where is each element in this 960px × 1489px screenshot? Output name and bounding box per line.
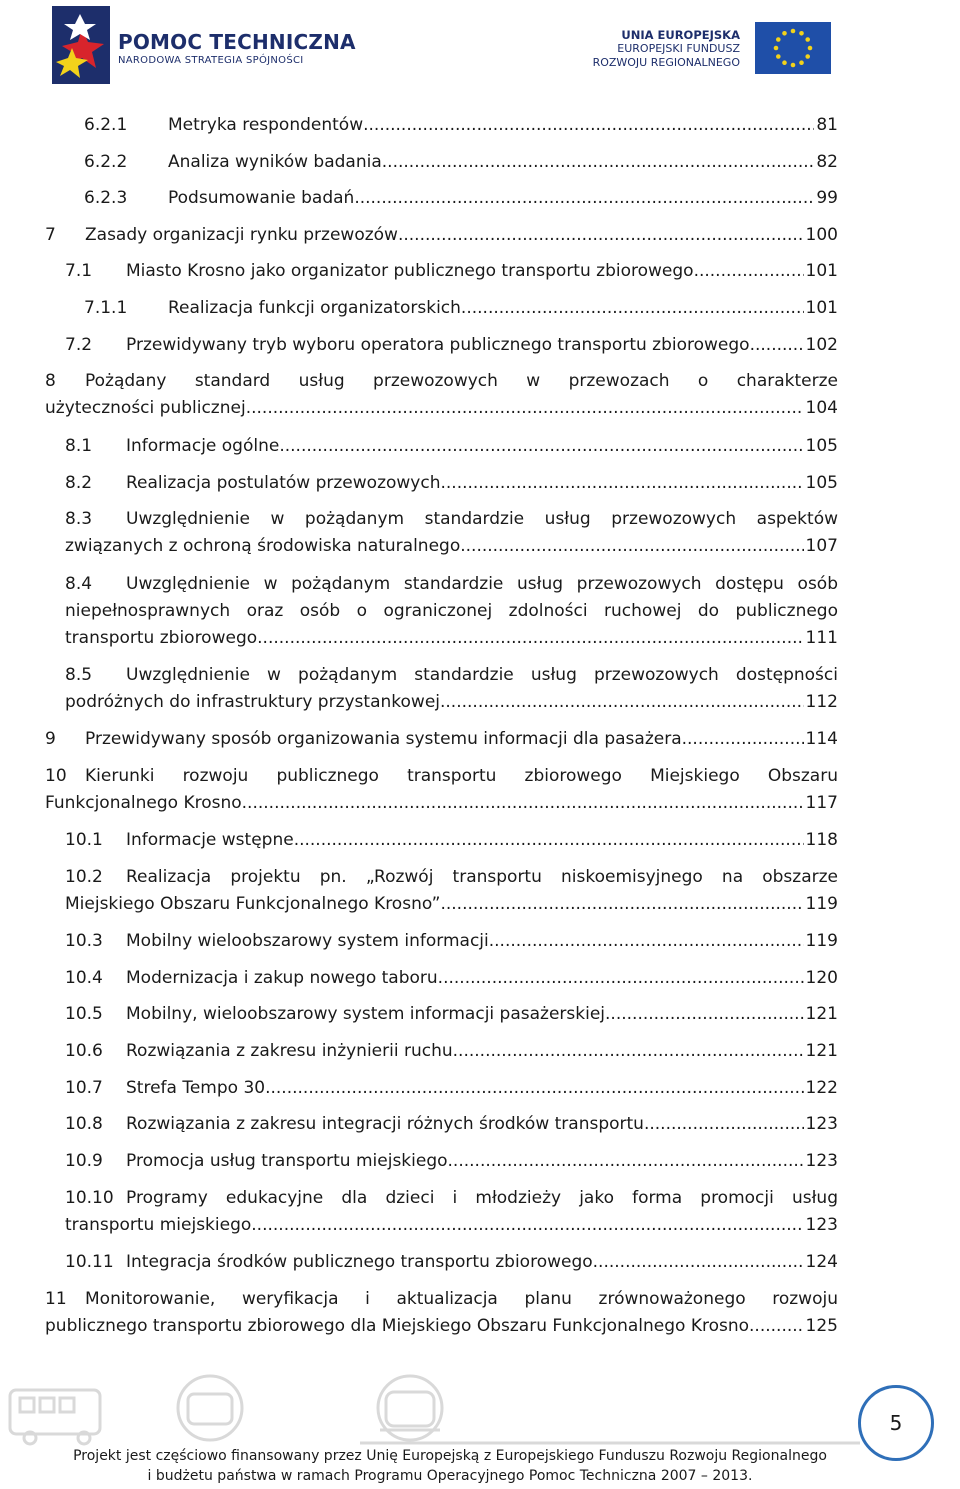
toc-page-number: 105 bbox=[805, 473, 838, 493]
eu-star-icon bbox=[774, 46, 779, 51]
toc-number: 10.4 bbox=[65, 968, 103, 988]
toc-entry[interactable] bbox=[65, 965, 838, 992]
toc-leader-dots bbox=[265, 1075, 803, 1102]
toc-leader-dots bbox=[246, 395, 804, 422]
toc-leader-dots bbox=[294, 827, 804, 854]
toc-page-number: 119 bbox=[805, 931, 838, 951]
toc-title: Rozwiązania z zakresu integracji różnych środków transportu bbox=[126, 1114, 644, 1134]
toc-page-number: 117 bbox=[805, 793, 838, 813]
toc-page-number: 107 bbox=[805, 536, 838, 556]
toc-title: transportu zbiorowego bbox=[65, 628, 258, 648]
toc-entry[interactable] bbox=[65, 662, 838, 716]
toc-leader-dots bbox=[440, 470, 803, 497]
toc-entry[interactable] bbox=[65, 258, 838, 285]
toc-number: 10.9 bbox=[65, 1151, 103, 1171]
toc-page-number: 100 bbox=[805, 225, 838, 245]
footer-line-1: Projekt jest częściowo finansowany przez Unię Europejską z Europejskiego Funduszu Rozwoju Regionalnego bbox=[73, 1448, 827, 1464]
toc-number: 10.3 bbox=[65, 931, 103, 951]
toc-title: transportu miejskiego bbox=[65, 1215, 252, 1235]
toc-number: 7.2 bbox=[65, 335, 93, 355]
toc-title: Promocja usług transportu miejskiego bbox=[126, 1151, 448, 1171]
toc-title: Mobilny wieloobszarowy system informacji bbox=[126, 931, 489, 951]
toc-number: 6.2.1 bbox=[84, 115, 128, 135]
toc-title: Miasto Krosno jako organizator publicznego transportu zbiorowego bbox=[126, 261, 694, 281]
toc-title: Informacje ogólne bbox=[126, 436, 280, 456]
toc-title: Funkcjonalnego Krosno bbox=[45, 793, 242, 813]
pomoc-techniczna-logo-icon bbox=[52, 6, 110, 84]
toc-title: Modernizacja i zakup nowego taboru bbox=[126, 968, 438, 988]
toc-number: 6.2.3 bbox=[84, 188, 128, 208]
toc-leader-dots bbox=[460, 533, 803, 560]
toc-entry[interactable] bbox=[65, 827, 838, 854]
toc-title: publicznego transportu zbiorowego dla Miejskiego Obszaru Funkcjonalnego Krosno bbox=[45, 1316, 750, 1336]
toc-number: 10.2 bbox=[65, 867, 103, 887]
toc-title: Pożądany standard usług przewozowych w przewozach o charakterze bbox=[85, 371, 838, 391]
toc-number: 8.2 bbox=[65, 473, 93, 493]
toc-number: 7.1.1 bbox=[84, 298, 128, 318]
toc-entry[interactable] bbox=[84, 149, 838, 176]
toc-leader-dots bbox=[251, 1212, 803, 1239]
toc-page-number: 105 bbox=[805, 436, 838, 456]
toc-number: 8.3 bbox=[65, 509, 93, 529]
eu-star-icon bbox=[805, 37, 810, 42]
toc-number: 10.10 bbox=[65, 1188, 114, 1208]
toc-entry[interactable] bbox=[65, 1001, 838, 1028]
toc-title: użyteczności publicznej bbox=[45, 398, 246, 418]
toc-page-number: 121 bbox=[805, 1004, 838, 1024]
toc-entry[interactable] bbox=[65, 864, 838, 918]
toc-title: Zasady organizacji rynku przewozów bbox=[85, 225, 398, 245]
toc-number: 7.1 bbox=[65, 261, 93, 281]
toc-page-number: 125 bbox=[805, 1316, 838, 1336]
toc-title: Realizacja postulatów przewozowych bbox=[126, 473, 441, 493]
toc-entry[interactable] bbox=[45, 222, 838, 249]
toc-leader-dots bbox=[750, 332, 804, 359]
toc-entry[interactable] bbox=[65, 928, 838, 955]
toc-page-number: 120 bbox=[805, 968, 838, 988]
toc-page-number: 104 bbox=[805, 398, 838, 418]
toc-page-number: 101 bbox=[805, 298, 838, 318]
toc-number: 8.4 bbox=[65, 574, 93, 594]
toc-title: Programy edukacyjne dla dzieci i młodzieży jako forma promocji usług bbox=[126, 1188, 838, 1208]
eu-star-icon bbox=[805, 54, 810, 59]
eu-flag-icon bbox=[755, 22, 831, 74]
toc-page-number: 114 bbox=[805, 729, 838, 749]
toc-leader-dots bbox=[242, 790, 804, 817]
toc-title: Przewidywany sposób organizowania systemu informacji dla pasażera bbox=[85, 729, 682, 749]
toc-number: 10.8 bbox=[65, 1114, 103, 1134]
transport-vehicles-graphic-icon bbox=[0, 1368, 870, 1448]
toc-page-number: 124 bbox=[805, 1252, 838, 1272]
toc-entry[interactable] bbox=[65, 1148, 838, 1175]
toc-title: niepełnosprawnych oraz osób o ograniczonej zdolności ruchowej do publicznego bbox=[65, 601, 838, 621]
toc-number: 8.1 bbox=[65, 436, 93, 456]
toc-title: związanych z ochroną środowiska naturalnego bbox=[65, 536, 461, 556]
toc-title: podróżnych do infrastruktury przystankowej bbox=[65, 692, 440, 712]
toc-leader-dots bbox=[605, 1001, 804, 1028]
toc-entry[interactable] bbox=[45, 726, 838, 753]
eu-star-icon bbox=[808, 46, 813, 51]
toc-leader-dots bbox=[682, 726, 804, 753]
toc-title: Informacje wstępne bbox=[126, 830, 294, 850]
toc-page-number: 102 bbox=[805, 335, 838, 355]
toc-leader-dots bbox=[448, 1148, 804, 1175]
toc-page-number: 99 bbox=[816, 188, 838, 208]
toc-entry[interactable] bbox=[45, 1286, 838, 1340]
toc-number: 8.5 bbox=[65, 665, 93, 685]
toc-title: Kierunki rozwoju publicznego transportu zbiorowego Miejskiego Obszaru bbox=[85, 766, 838, 786]
eu-star-icon bbox=[799, 31, 804, 36]
toc-title: Uwzględnienie w pożądanym standardzie usług przewozowych dostępności bbox=[126, 665, 838, 685]
toc-entry[interactable] bbox=[84, 112, 838, 139]
toc-number: 10 bbox=[45, 766, 67, 786]
toc-title: Realizacja projektu pn. „Rozwój transportu niskoemisyjnego na obszarze bbox=[126, 867, 838, 887]
page-number: 5 bbox=[889, 1411, 903, 1435]
toc-title: Uwzględnienie w pożądanym standardzie usług przewozowych aspektów bbox=[126, 509, 838, 529]
toc-page-number: 119 bbox=[805, 894, 838, 914]
eu-line-1: UNIA EUROPEJSKA bbox=[621, 28, 740, 42]
toc-title: Integracja środków publicznego transportu zbiorowego bbox=[126, 1252, 593, 1272]
toc-leader-dots bbox=[382, 149, 815, 176]
toc-leader-dots bbox=[279, 433, 803, 460]
toc-leader-dots bbox=[398, 222, 804, 249]
toc-entry[interactable] bbox=[84, 185, 838, 212]
toc-entry[interactable] bbox=[65, 1038, 838, 1065]
eu-line-2: EUROPEJSKI FUNDUSZ bbox=[617, 42, 740, 55]
toc-page-number: 112 bbox=[805, 692, 838, 712]
toc-leader-dots bbox=[438, 965, 804, 992]
toc-page-number: 121 bbox=[805, 1041, 838, 1061]
toc-number: 11 bbox=[45, 1289, 67, 1309]
toc-entry[interactable] bbox=[65, 433, 838, 460]
toc-number: 10.1 bbox=[65, 830, 103, 850]
eu-text bbox=[593, 28, 740, 70]
toc-title: Analiza wyników badania bbox=[168, 152, 382, 172]
toc-leader-dots bbox=[461, 295, 804, 322]
toc-entry[interactable] bbox=[65, 1185, 838, 1239]
eu-star-icon bbox=[776, 54, 781, 59]
toc-entry[interactable] bbox=[65, 1075, 838, 1102]
toc-number: 10.7 bbox=[65, 1078, 103, 1098]
toc-entry[interactable] bbox=[45, 763, 838, 817]
toc-entry[interactable] bbox=[65, 332, 838, 359]
toc-title: Miejskiego Obszaru Funkcjonalnego Krosno” bbox=[65, 894, 441, 914]
toc-title: Realizacja funkcji organizatorskich bbox=[168, 298, 461, 318]
toc-page-number: 123 bbox=[805, 1114, 838, 1134]
eu-star-icon bbox=[776, 37, 781, 42]
toc-leader-dots bbox=[453, 1038, 804, 1065]
footer-line-2: i budżetu państwa w ramach Programu Operacyjnego Pomoc Techniczna 2007 – 2013. bbox=[147, 1468, 753, 1484]
toc-page-number: 101 bbox=[805, 261, 838, 281]
toc-title: Metryka respondentów bbox=[168, 115, 364, 135]
logo-title: POMOC TECHNICZNA bbox=[118, 30, 356, 54]
eu-star-icon bbox=[782, 60, 787, 65]
toc-entry[interactable] bbox=[65, 1111, 838, 1138]
toc-leader-dots bbox=[489, 928, 804, 955]
toc-page-number: 122 bbox=[805, 1078, 838, 1098]
toc-leader-dots bbox=[440, 891, 803, 918]
toc-title: Uwzględnienie w pożądanym standardzie usług przewozowych dostępu osób bbox=[126, 574, 838, 594]
toc-title: Monitorowanie, weryfikacja i aktualizacja planu zrównoważonego rozwoju bbox=[85, 1289, 838, 1309]
toc-number: 7 bbox=[45, 225, 56, 245]
logo-subtitle: NARODOWA STRATEGIA SPÓJNOŚCI bbox=[118, 55, 304, 66]
toc-leader-dots bbox=[694, 258, 804, 285]
toc-page-number: 82 bbox=[816, 152, 838, 172]
toc-entry[interactable] bbox=[65, 470, 838, 497]
eu-star-icon bbox=[791, 63, 796, 68]
toc-entry[interactable] bbox=[65, 571, 838, 652]
toc-entry[interactable] bbox=[84, 295, 838, 322]
toc-leader-dots bbox=[749, 1313, 804, 1340]
toc-leader-dots bbox=[363, 112, 814, 139]
toc-entry[interactable] bbox=[65, 506, 838, 560]
toc-entry[interactable] bbox=[65, 1249, 838, 1276]
toc-number: 10.6 bbox=[65, 1041, 103, 1061]
toc-entry[interactable] bbox=[45, 368, 838, 422]
toc-leader-dots bbox=[354, 185, 814, 212]
toc-title: Podsumowanie badań bbox=[168, 188, 355, 208]
toc-number: 6.2.2 bbox=[84, 152, 128, 172]
toc-page-number: 123 bbox=[805, 1215, 838, 1235]
toc-title: Przewidywany tryb wyboru operatora publicznego transportu zbiorowego bbox=[126, 335, 750, 355]
eu-star-icon bbox=[791, 29, 796, 34]
toc-leader-dots bbox=[440, 689, 804, 716]
toc-number: 9 bbox=[45, 729, 56, 749]
toc-leader-dots bbox=[257, 625, 803, 652]
toc-page-number: 81 bbox=[816, 115, 838, 135]
toc-leader-dots bbox=[593, 1249, 804, 1276]
toc-title: Rozwiązania z zakresu inżynierii ruchu bbox=[126, 1041, 453, 1061]
toc-page-number: 118 bbox=[805, 830, 838, 850]
toc-page-number: 111 bbox=[805, 628, 838, 648]
eu-line-3: ROZWOJU REGIONALNEGO bbox=[592, 56, 740, 69]
eu-star-icon bbox=[799, 60, 804, 65]
toc-number: 10.5 bbox=[65, 1004, 103, 1024]
toc-title: Strefa Tempo 30 bbox=[126, 1078, 266, 1098]
page-header bbox=[0, 0, 960, 100]
toc-number: 10.11 bbox=[65, 1252, 114, 1272]
toc-number: 8 bbox=[45, 371, 56, 391]
toc-leader-dots bbox=[644, 1111, 804, 1138]
toc-title: Mobilny, wieloobszarowy system informacji pasażerskiej bbox=[126, 1004, 606, 1024]
toc-page-number: 123 bbox=[805, 1151, 838, 1171]
eu-star-icon bbox=[782, 31, 787, 36]
